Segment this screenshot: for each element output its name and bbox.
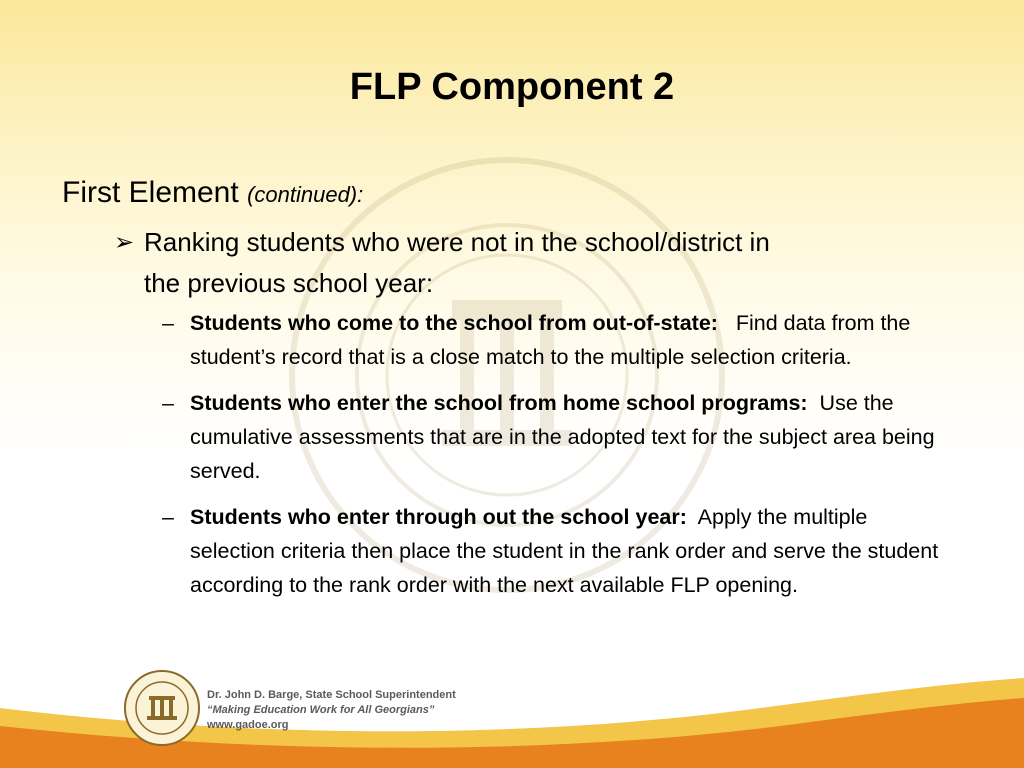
- dash-bullet: –: [162, 505, 174, 529]
- sub-item-text: Find data from the student’s record that is a close match to the multiple selection criteria.: [190, 311, 911, 369]
- bullet-item: [114, 222, 834, 304]
- heading-text: First Element: [62, 176, 239, 209]
- sub-item-text: Use the cumulative assessments that are in the adopted text for the subject area being served.: [190, 391, 935, 483]
- bullet-text-line1: Ranking students who were not in the school/district in: [144, 227, 770, 257]
- footer-website-link[interactable]: www.gadoe.org: [207, 719, 289, 731]
- dash-bullet: –: [162, 311, 174, 335]
- sub-item-bold: Students who enter the school from home school programs:: [190, 391, 808, 415]
- bullet-text-line2: the previous school year:: [144, 268, 434, 298]
- footer-text: [207, 688, 456, 733]
- arrow-bullet-icon: ➢: [114, 229, 135, 256]
- slide-title: FLP Component 2: [349, 66, 675, 108]
- footer-motto: “Making Education Work for All Georgians”: [207, 704, 435, 716]
- slide-content: [62, 174, 962, 614]
- sub-item-bold: Students who come to the school from out-of-state:: [190, 311, 718, 335]
- sub-item-bold: Students who enter through out the school year:: [190, 505, 687, 529]
- sub-item-text: Apply the multiple selection criteria then place the student in the rank order and serve the student according to the rank order with the next available FLP opening.: [190, 505, 939, 597]
- footer-superintendent: Dr. John D. Barge, State School Superintendent: [207, 689, 456, 701]
- heading-line: [62, 174, 962, 214]
- dash-bullet: –: [162, 391, 174, 415]
- sub-item: [162, 306, 958, 374]
- sub-item: [162, 500, 958, 602]
- georgia-doe-seal-icon: [122, 668, 202, 748]
- heading-note: (continued):: [247, 182, 364, 207]
- sub-item: [162, 386, 958, 488]
